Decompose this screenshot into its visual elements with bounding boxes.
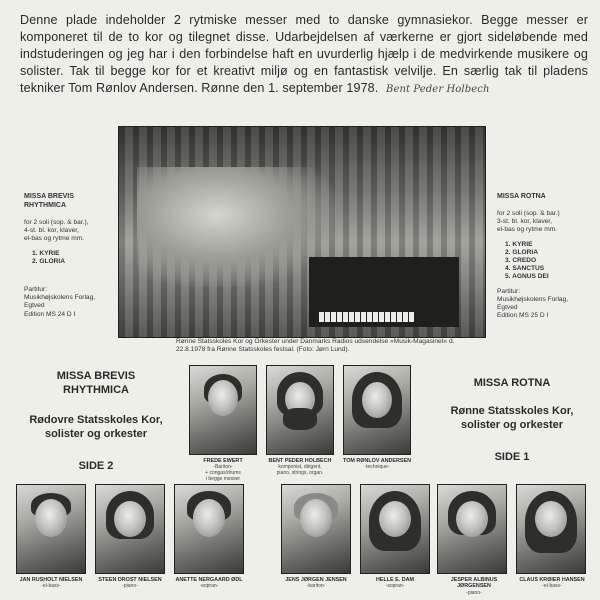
portrait-role: -Bariton- (213, 464, 233, 471)
portrait-role: -piano- (466, 589, 482, 596)
portrait-photo (360, 484, 430, 574)
side-1-label: SIDE 1 (494, 451, 530, 463)
side-1-performers-1: Rønne Statsskoles Kor, (450, 405, 574, 417)
portrait-name: STEEN DROST NIELSEN (98, 577, 162, 583)
right-col-scoring-2: 3-st. bl. kor, klaver, (497, 218, 552, 226)
right-col-movement: 5. AGNUS DEI (505, 273, 549, 281)
portrait-name: JENS JØRGEN JENSEN (285, 577, 347, 583)
left-col-publisher-2: Musikhøjskolens Forlag, (24, 294, 96, 302)
right-col-scoring-1: for 2 soli (sop. & bar.) (497, 210, 560, 217)
portrait-photo (343, 365, 411, 455)
portrait-name: FREDE EWERT (203, 458, 243, 464)
portrait-frede-ewert (189, 365, 257, 482)
left-col-scoring-2: 4-st. bl. kor, klaver, (24, 227, 79, 235)
portrait-role: -el-bass- (542, 583, 562, 590)
portrait-jesper-albinus-jorgensen (437, 484, 511, 596)
portrait-name: TOM RØNLOV ANDERSEN (343, 458, 411, 464)
right-col-head-1: MISSA ROTNA (497, 193, 546, 200)
photo-caption: Rønne Statsskoles Kor og Orkester under Danmarks Radios udsendelse »Musik-Magasinet« d. 22.8.1978 fra Rønne Statsskoles festsal. (Foto: Jørn Lund). (176, 338, 455, 353)
portrait-photo (266, 365, 334, 455)
intro-paragraph (20, 12, 588, 98)
side-1-block (437, 376, 587, 464)
portrait-name: JESPER ALBINUS JØRGENSEN (450, 577, 498, 590)
portrait-role: -technique- (364, 464, 390, 471)
side-1-performers-2: solister og orkester (460, 419, 564, 431)
portrait-photo (16, 484, 86, 574)
choir-group (137, 167, 337, 287)
left-col-movement: 1. KYRIE (32, 249, 60, 257)
right-col-publisher-1: Partitur: (497, 287, 521, 295)
portrait-anette-nergaard (174, 484, 244, 589)
portrait-photo (516, 484, 586, 574)
portrait-role: piano, strings, organ. (276, 470, 324, 477)
signature: Bent Peder Holbech (386, 84, 490, 95)
side-2-label: SIDE 2 (78, 460, 114, 472)
side-2-title-1: MISSA BREVIS (56, 370, 136, 382)
portrait-photo (189, 365, 257, 455)
side-2-block (16, 369, 176, 473)
left-col-head-2: RHYTHMICA (24, 202, 66, 209)
right-col-publisher-4: Edition MS 25 D I (497, 312, 549, 320)
right-col-publisher-3: Egtved (497, 304, 518, 312)
missa-rotna-details (497, 192, 597, 320)
left-col-movement: 2. GLORIA (32, 257, 65, 265)
portrait-role: -el-bass- (41, 583, 61, 590)
portrait-role: -sopran- (199, 583, 219, 590)
portrait-role: + congas/drums (205, 470, 241, 477)
portrait-steen-drost-nielsen (95, 484, 165, 589)
choir-orchestra-photo (118, 126, 486, 338)
left-col-publisher-4: Edition MS 24 D I (24, 310, 76, 318)
portrait-role: i begge messer (205, 476, 241, 483)
portrait-role: -sopran- (385, 583, 405, 590)
portrait-photo (95, 484, 165, 574)
missa-brevis-details (24, 192, 116, 319)
portrait-role: komponist, dirigent, (278, 464, 322, 471)
left-col-scoring-3: el-bas og rytme mm. (24, 235, 85, 243)
right-col-scoring-3: el-bas og rytme mm. (497, 226, 558, 234)
right-col-publisher-2: Musikhøjskolens Forlag, (497, 295, 569, 303)
portrait-jens-jorgen-jensen (281, 484, 351, 589)
portrait-name: HELLE E. DAM (375, 577, 415, 583)
portrait-role: -bariton- (306, 583, 326, 590)
portrait-role: -piano- (122, 583, 138, 590)
portrait-helle-dam (360, 484, 430, 589)
portrait-tom-ronlov-andersen (343, 365, 411, 470)
left-col-scoring-1: for 2 soli (sop. & bar.), (24, 219, 89, 226)
left-col-publisher-3: Egtved (24, 302, 45, 310)
left-col-publisher-1: Partitur: (24, 286, 48, 294)
portrait-name: BENT PEDER HOLBECH (268, 458, 332, 464)
portrait-photo (174, 484, 244, 574)
side-2-performers-2: solister og orkester (44, 428, 148, 440)
side-2-title-2: RHYTHMICA (63, 384, 129, 396)
intro-text: Denne plade indeholder 2 rytmiske messer med to danske gymnasiekor. Begge messer er komponeret til de to kor og tilegnet disse. Udarbejdelsen af værkerne er gjort sideløbende med indstuderingen og jeg har i den forbindelse haft en uvurderlig hjælp i de medvirkende musikere og solister. Tak til begge kor for et kreativt miljø og en fantastisk velvilje. En særlig tak til pladens tekniker Tom Rønlov Andersen. Rønne den 1. september 1978. (20, 13, 588, 95)
side-2-performers-1: Rødovre Statsskoles Kor, (29, 414, 163, 426)
left-col-head-1: MISSA BREVIS (24, 193, 74, 200)
right-col-movement: 2. GLORIA (505, 248, 538, 256)
portrait-jan-rusholt-nielsen (16, 484, 86, 589)
portrait-name: CLAUS KRØIER HANSEN (519, 577, 585, 583)
piano-keys (319, 312, 414, 322)
right-col-movement: 4. SANCTUS (505, 265, 545, 273)
portrait-claus-kroier-hansen (516, 484, 588, 589)
portrait-photo (437, 484, 507, 574)
portrait-name: ANETTE NERGAARD ØDL (175, 577, 243, 583)
portrait-bent-peder-holbech (266, 365, 334, 476)
portrait-photo (281, 484, 351, 574)
right-col-movement: 1. KYRIE (505, 240, 533, 248)
right-col-movement: 3. CREDO (505, 257, 537, 265)
side-1-title-1: MISSA ROTNA (473, 377, 551, 389)
portrait-name: JAN RUSHOLT NIELSEN (19, 577, 83, 583)
